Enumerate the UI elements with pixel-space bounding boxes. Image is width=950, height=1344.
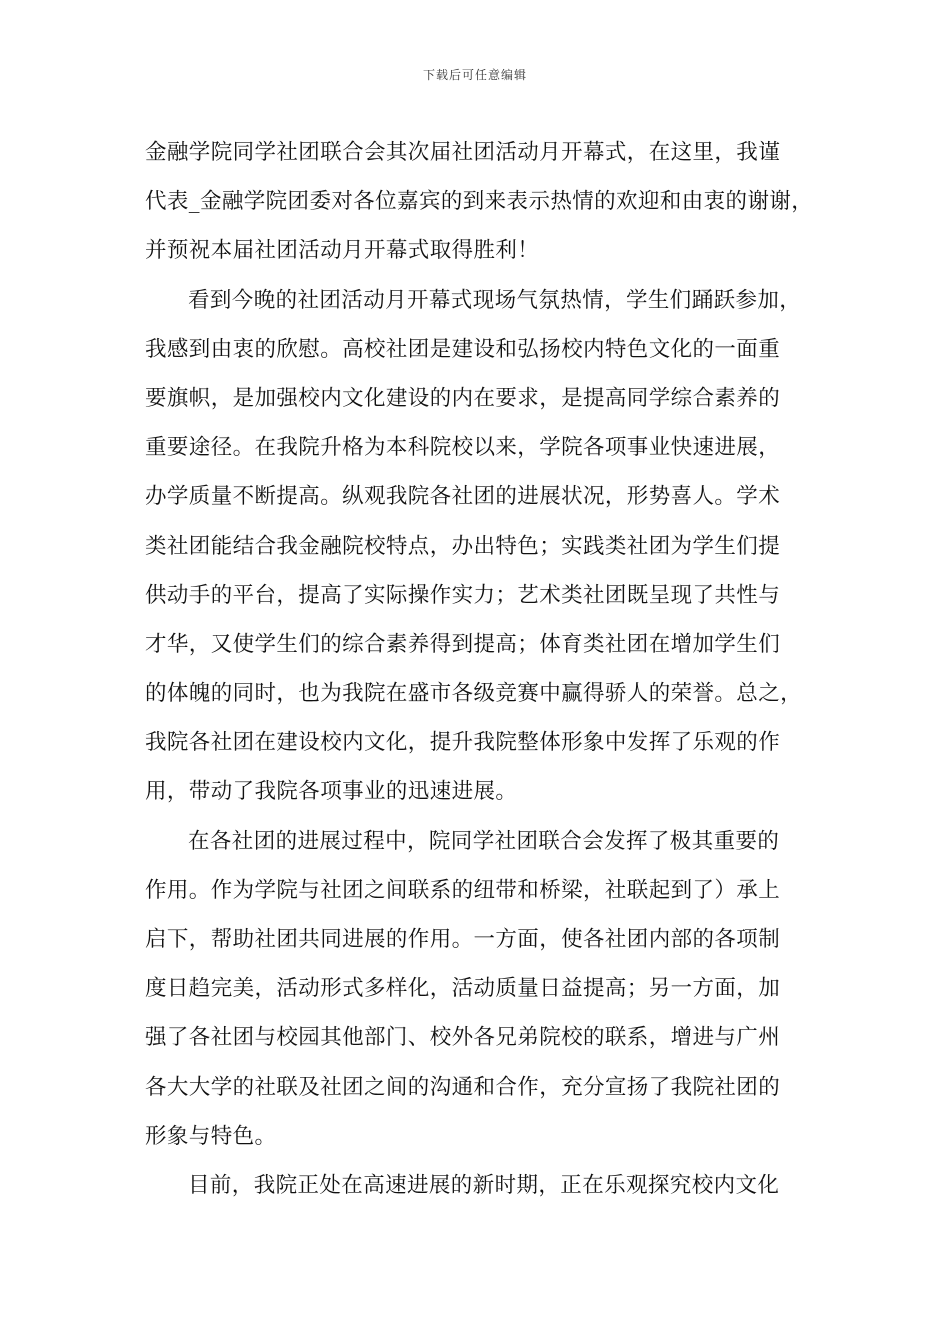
- text-line: 代表_金融学院团委对各位嘉宾的到来表示热情的欢迎和由衷的谢谢，: [145, 189, 814, 215]
- text-line: 形象与特色。: [145, 1123, 277, 1149]
- text-line: 强了各社团与校园其他部门、校外各兄弟院校的联系，增进与广州: [145, 1025, 781, 1051]
- text-line: 办学质量不断提高。纵观我院各社团的进展状况，形势喜人。学术: [145, 484, 781, 510]
- text-line: 用，带动了我院各项事业的迅速进展。: [145, 779, 518, 805]
- text-line: 要旗帜，是加强校内文化建设的内在要求，是提高同学综合素养的: [145, 385, 781, 411]
- text-line: 重要途径。在我院升格为本科院校以来，学院各项事业快速进展，: [145, 435, 781, 461]
- paragraph-4: [145, 1161, 805, 1210]
- text-line: 看到今晚的社团活动月开幕式现场气氛热情，学生们踊跃参加，: [188, 287, 802, 313]
- text-line: 目前，我院正处在高速进展的新时期，正在乐观探究校内文化: [188, 1172, 780, 1198]
- text-line: 我院各社团在建设校内文化，提升我院整体形象中发挥了乐观的作: [145, 730, 781, 756]
- text-line: 度日趋完美，活动形式多样化，活动质量日益提高；另一方面，加: [145, 976, 781, 1002]
- text-line: 作用。作为学院与社团之间联系的纽带和桥梁，社联起到了）承上: [145, 877, 781, 903]
- text-line: 的体魄的同时，也为我院在盛市各级竞赛中赢得骄人的荣誉。总之，: [145, 681, 803, 707]
- text-line: 类社团能结合我金融院校特点，办出特色；实践类社团为学生们提: [145, 533, 781, 559]
- text-line: 并预祝本届社团活动月开幕式取得胜利！: [145, 238, 540, 264]
- text-line: 供动手的平台，提高了实际操作实力；艺术类社团既呈现了共性与: [145, 582, 781, 608]
- text-line: 在各社团的进展过程中，院同学社团联合会发挥了极其重要的: [188, 828, 780, 854]
- text-line: 金融学院同学社团联合会其次届社团活动月开幕式，在这里，我谨: [145, 140, 781, 165]
- text-line: 才华，又使学生们的综合素养得到提高；体育类社团在增加学生们: [145, 631, 781, 657]
- text-line: 我感到由衷的欣慰。高校社团是建设和弘扬校内特色文化的一面重: [145, 336, 781, 362]
- paragraph-3: [145, 817, 805, 1161]
- paragraph-1: [145, 128, 814, 276]
- text-line: 启下，帮助社团共同进展的作用。一方面，使各社团内部的各项制: [145, 927, 781, 952]
- text-line: 各大大学的社联及社团之间的沟通和合作，充分宣扬了我院社团的: [145, 1074, 781, 1100]
- paragraph-2: [145, 276, 805, 817]
- body-text: [145, 128, 814, 1210]
- header-note: 下载后可任意编辑: [422, 68, 527, 82]
